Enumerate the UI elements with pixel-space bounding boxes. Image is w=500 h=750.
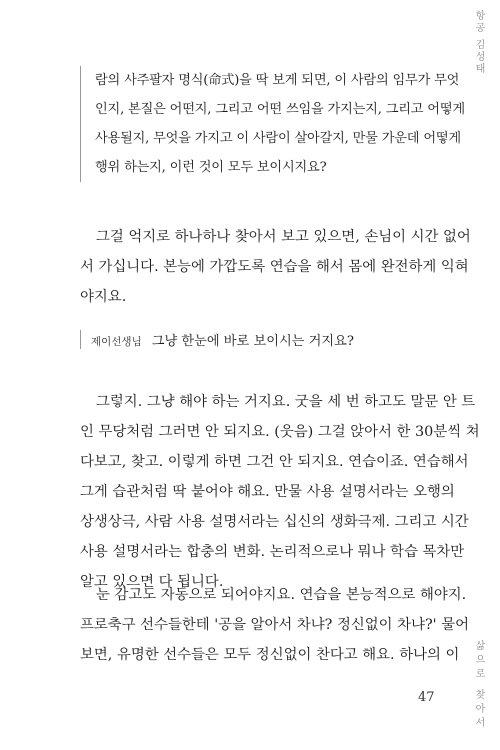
running-header: 항공 김성태	[473, 10, 484, 76]
running-footer: 삶으로 찾아서	[473, 640, 484, 732]
text-line: 인 무당처럼 그러면 안 되지요. (웃음) 그걸 앉아서 한 30분씩 쳐	[80, 424, 480, 440]
page-number: 47	[418, 690, 435, 705]
text-line: 눈 감고도 자동으로 되어야지요. 연습을 본능적으로 해야지.	[96, 587, 467, 603]
text-line: 사용 설명서라는 합충의 변화. 논리적으로나 뭐나 학습 목차만	[80, 544, 465, 560]
quote-line: 사용될지, 무엇을 가지고 이 사람이 살아갈지, 만물 가운데 어떻게	[95, 131, 461, 146]
dialogue-line	[80, 330, 451, 349]
quote-line: 람의 사주팔자 명식(命式)을 딱 보게 되면, 이 사람의 임무가 무엇	[95, 73, 460, 88]
text-line: 보면, 유명한 선수들은 모두 정신없이 찬다고 해요. 하나의 이	[80, 647, 460, 663]
paragraph-2	[80, 387, 480, 597]
quote-line: 행위 하는지, 이런 것이 모두 보이시지요?	[95, 160, 327, 175]
text-line: 그렇지. 그냥 해야 하는 거지요. 굿을 세 번 하고도 말문 안 트	[96, 394, 476, 410]
text-line: 그걸 억지로 하나하나 찾아서 보고 있으면, 손님이 시간 없어	[96, 229, 471, 245]
text-line: 야지요.	[80, 289, 127, 305]
paragraph-1	[80, 222, 471, 312]
quote-line: 인지, 본질은 어떤지, 그리고 어떤 쓰임을 가지는지, 그리고 어떻게	[95, 102, 465, 117]
speaker-text: 그냥 한눈에 바로 보이시는 거지요?	[151, 334, 354, 349]
speaker-name: 제이선생님	[91, 336, 142, 348]
text-line: 상생상극, 사람 사용 설명서라는 십신의 생화극제. 그리고 시간	[80, 514, 469, 530]
text-line: 서 가십니다. 본능에 가깝도록 연습을 해서 몸에 완전하게 익혀	[80, 259, 469, 275]
text-line: 그게 습관처럼 딱 붙어야 해요. 만물 사용 설명서라는 오행의	[80, 484, 455, 500]
text-line: 프로축구 선수들한테 '공을 알아서 차냐? 정신없이 차냐?' 물어	[80, 617, 469, 633]
text-line: 알고 있으면 다 됩니다.	[80, 574, 224, 590]
quoted-passage	[80, 66, 465, 182]
text-line: 다보고, 찾고. 이렇게 하면 그건 안 되지요. 연습이죠. 연습해서	[80, 454, 469, 470]
paragraph-3	[80, 580, 469, 670]
